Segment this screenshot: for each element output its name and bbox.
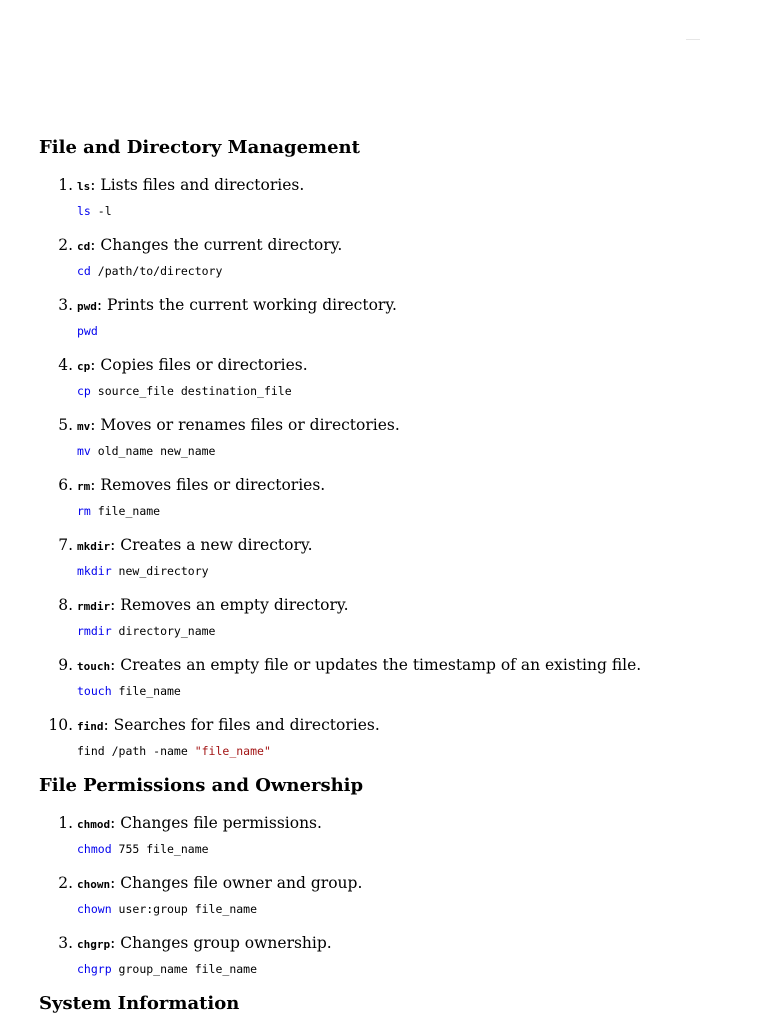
code-example bbox=[77, 443, 739, 459]
list-item bbox=[39, 594, 739, 639]
code-command-keyword: rmdir bbox=[77, 624, 112, 638]
code-example bbox=[77, 901, 739, 917]
list-number: 2. bbox=[58, 236, 73, 254]
command-name: mkdir bbox=[77, 540, 111, 553]
command-description-line bbox=[58, 234, 739, 256]
list-number: 2. bbox=[58, 874, 73, 892]
document-content bbox=[39, 136, 739, 1016]
command-description-line bbox=[58, 294, 739, 316]
section-heading: File and Directory Management bbox=[39, 137, 360, 158]
code-example bbox=[77, 683, 739, 699]
code-arguments: group_name file_name bbox=[111, 962, 258, 976]
command-name: ls bbox=[77, 180, 91, 193]
list-number: 5. bbox=[58, 416, 73, 434]
command-description: : Creates a new directory. bbox=[110, 536, 313, 554]
code-command-keyword: cp bbox=[77, 384, 91, 398]
command-description: : Creates an empty file or updates the timestamp of an existing file. bbox=[110, 656, 642, 674]
code-command-keyword: pwd bbox=[77, 324, 98, 338]
list-number: 7. bbox=[58, 536, 73, 554]
section-block bbox=[39, 774, 739, 977]
code-example bbox=[77, 623, 739, 639]
code-arguments: 755 file_name bbox=[111, 842, 209, 856]
section-heading: File Permissions and Ownership bbox=[39, 775, 364, 796]
code-command-keyword: ls bbox=[77, 204, 91, 218]
command-description-line bbox=[58, 174, 739, 196]
list-item bbox=[39, 534, 739, 579]
command-name: find bbox=[77, 720, 104, 733]
command-description: : Copies files or directories. bbox=[90, 356, 308, 374]
code-command-keyword: touch bbox=[77, 684, 112, 698]
list-item bbox=[39, 654, 739, 699]
command-description: : Searches for files and directories. bbox=[103, 716, 380, 734]
command-description: : Removes files or directories. bbox=[90, 476, 326, 494]
command-name: cd bbox=[77, 240, 91, 253]
command-description-line bbox=[58, 594, 739, 616]
command-description-line bbox=[58, 654, 739, 676]
list-number: 6. bbox=[58, 476, 73, 494]
list-item bbox=[39, 932, 739, 977]
list-item bbox=[39, 812, 739, 857]
command-description-line bbox=[58, 474, 739, 496]
list-item bbox=[39, 234, 739, 279]
command-description: : Changes the current directory. bbox=[90, 236, 343, 254]
command-name: mv bbox=[77, 420, 91, 433]
list-number: 8. bbox=[58, 596, 73, 614]
code-example bbox=[77, 323, 739, 339]
command-list bbox=[39, 174, 739, 759]
code-command-keyword: rm bbox=[77, 504, 91, 518]
list-number: 3. bbox=[58, 934, 73, 952]
code-command-keyword: mv bbox=[77, 444, 91, 458]
list-number: 1. bbox=[58, 176, 73, 194]
code-arguments: directory_name bbox=[111, 624, 216, 638]
command-list bbox=[39, 812, 739, 977]
code-command-keyword: cd bbox=[77, 264, 91, 278]
command-name: cp bbox=[77, 360, 91, 373]
code-arguments: find /path -name bbox=[77, 744, 195, 758]
list-number: 3. bbox=[58, 296, 73, 314]
command-description-line bbox=[58, 872, 739, 894]
code-example bbox=[77, 263, 739, 279]
code-example bbox=[77, 383, 739, 399]
code-example bbox=[77, 203, 739, 219]
command-description: : Changes group ownership. bbox=[110, 934, 332, 952]
corner-mark bbox=[686, 39, 700, 40]
code-arguments: file_name bbox=[90, 504, 161, 518]
command-name: pwd bbox=[77, 300, 97, 313]
list-number: 4. bbox=[58, 356, 73, 374]
command-name: rmdir bbox=[77, 600, 111, 613]
command-description-line bbox=[58, 354, 739, 376]
section-block bbox=[39, 136, 739, 759]
code-example bbox=[77, 841, 739, 857]
list-item bbox=[39, 872, 739, 917]
code-arguments: -l bbox=[90, 204, 112, 218]
list-number: 1. bbox=[58, 814, 73, 832]
code-command-keyword: chgrp bbox=[77, 962, 112, 976]
command-description: : Changes file permissions. bbox=[110, 814, 322, 832]
command-description: : Prints the current working directory. bbox=[96, 296, 397, 314]
code-string-literal: "file_name" bbox=[194, 744, 271, 758]
code-arguments: old_name new_name bbox=[90, 444, 216, 458]
command-description-line bbox=[58, 812, 739, 834]
command-description: : Lists files and directories. bbox=[90, 176, 305, 194]
list-item bbox=[39, 714, 739, 759]
command-name: chgrp bbox=[77, 938, 111, 951]
code-command-keyword: mkdir bbox=[77, 564, 112, 578]
list-number: 10. bbox=[48, 716, 73, 734]
code-command-keyword: chown bbox=[77, 902, 112, 916]
command-description: : Moves or renames files or directories. bbox=[90, 416, 400, 434]
code-example bbox=[77, 743, 739, 759]
command-description-line bbox=[58, 414, 739, 436]
list-item bbox=[39, 174, 739, 219]
command-description: : Changes file owner and group. bbox=[110, 874, 363, 892]
command-name: rm bbox=[77, 480, 91, 493]
command-description-line bbox=[58, 534, 739, 556]
code-arguments: user:group file_name bbox=[111, 902, 258, 916]
command-name: touch bbox=[77, 660, 111, 673]
list-item bbox=[39, 294, 739, 339]
list-item bbox=[39, 474, 739, 519]
command-description-line bbox=[48, 714, 739, 736]
code-command-keyword: chmod bbox=[77, 842, 112, 856]
section-block bbox=[39, 992, 739, 1016]
section-heading: System Information bbox=[39, 993, 240, 1014]
code-arguments: new_directory bbox=[111, 564, 209, 578]
list-item bbox=[39, 414, 739, 459]
code-example bbox=[77, 563, 739, 579]
command-name: chmod bbox=[77, 818, 111, 831]
command-description: : Removes an empty directory. bbox=[110, 596, 349, 614]
code-arguments: source_file destination_file bbox=[90, 384, 292, 398]
code-example bbox=[77, 961, 739, 977]
code-example bbox=[77, 503, 739, 519]
list-item bbox=[39, 354, 739, 399]
code-arguments: file_name bbox=[111, 684, 181, 698]
code-arguments: /path/to/directory bbox=[90, 264, 223, 278]
command-description-line bbox=[58, 932, 739, 954]
command-name: chown bbox=[77, 878, 111, 891]
list-number: 9. bbox=[58, 656, 73, 674]
